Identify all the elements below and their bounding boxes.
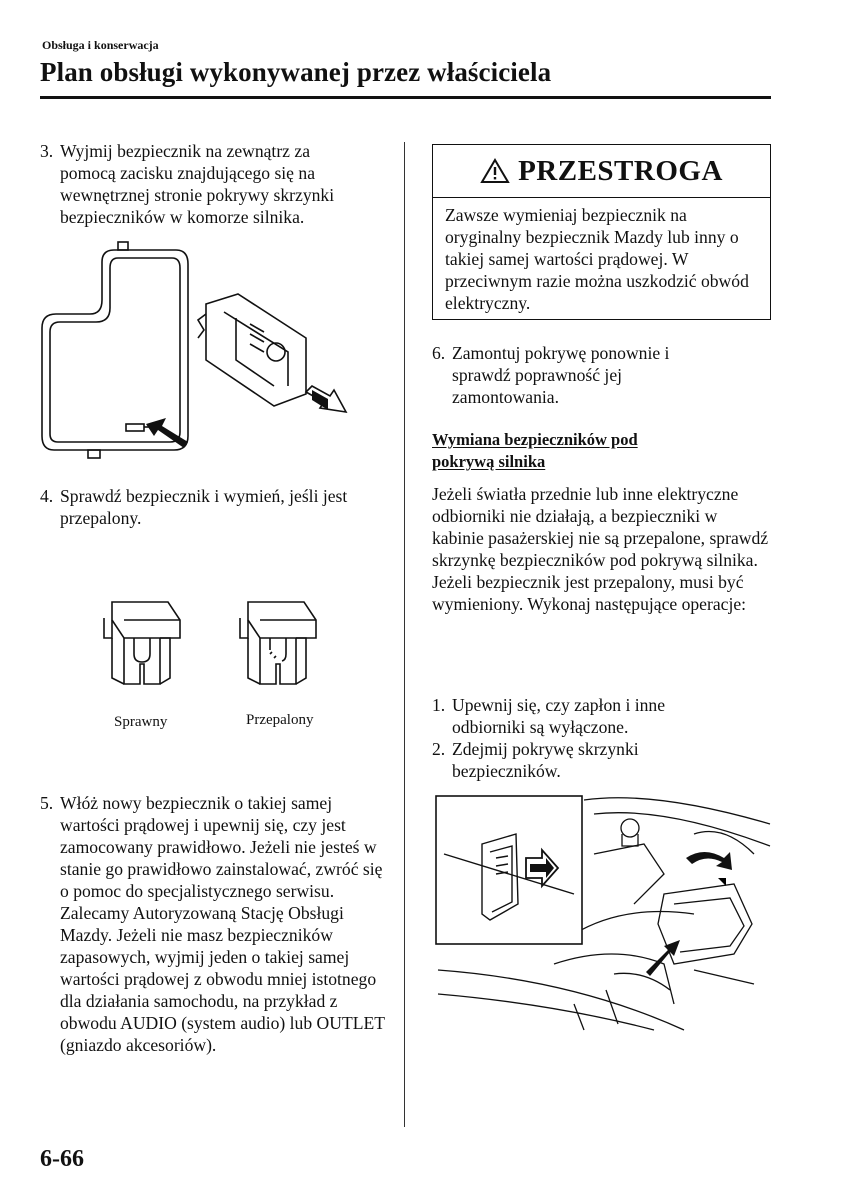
step-5 (40, 792, 385, 1056)
step-number: 4. (40, 486, 54, 506)
step-number: 3. (40, 141, 54, 161)
step-2 (432, 738, 722, 782)
subheading: Wymiana bezpieczników pod pokrywą silnika (432, 430, 638, 471)
fuse-box-cover-illustration (38, 238, 362, 470)
caption-good: Sprawny (114, 714, 168, 730)
caution-box (432, 144, 771, 320)
page-number: 6-66 (40, 1146, 84, 1172)
step-text: Sprawdź bezpiecznik i wymień, jeśli jest przepalony. (60, 486, 348, 528)
step-number: 2. (432, 739, 446, 759)
fuse-good-illustration (100, 598, 184, 690)
step-number: 6. (432, 343, 446, 363)
paragraph: Jeżeli światła przednie lub inne elektryczne odbiorniki nie działają, a bezpieczniki w kabinie pasażerskiej nie są przepalone, sprawdź skrzynkę bezpieczników pod pokrywą silnika. Jeżeli bezpiecznik jest przepalony, musi być wymieniony. Wykonaj następujące operacje: (432, 484, 769, 614)
column-divider (404, 142, 405, 1127)
step-text: Zamontuj pokrywę ponownie i sprawdź poprawność jej zamontowania. (452, 343, 670, 407)
page-title: Plan obsługi wykonywanej przez właściciela (40, 57, 552, 87)
caution-header (433, 145, 770, 198)
step-number: 1. (432, 695, 446, 715)
step-text: Wyjmij bezpiecznik na zewnątrz za pomocą zacisku znajdującego się na wewnętrznej stronie pokrywy skrzynki bezpieczników w komorze silnika. (60, 141, 335, 227)
engine-compartment-illustration (434, 794, 774, 1034)
fuse-blown-illustration (236, 598, 320, 690)
section-label: Obsługa i konserwacja (42, 38, 159, 52)
caution-title: PRZESTROGA (518, 154, 723, 187)
step-number: 5. (40, 793, 54, 813)
warning-triangle-icon (480, 158, 510, 184)
title-rule (40, 96, 771, 99)
step-text: Zdejmij pokrywę skrzynki bezpieczników. (452, 739, 639, 781)
caption-blown: Przepalony (246, 712, 314, 728)
step-6 (432, 342, 712, 408)
caution-text: Zawsze wymieniaj bezpiecznik na oryginalny bezpiecznik Mazdy lub inny o takiej samej wartości prądowej. W przeciwnym razie można uszkodzić obwód elektryczny. (445, 205, 749, 313)
step-text: Włóż nowy bezpiecznik o takiej samej wartości prądowej i upewnij się, czy jest zamocowany prawidłowo. Jeżeli nie jesteś w stanie go prawidłowo zainstalować, zwróć się o pomoc do specjalistycznego serwisu. Zalecamy Autoryzowaną Stację Obsługi Mazdy. Jeżeli nie masz bezpieczników zapasowych, wyjmij jeden o takiej samej wartości prądowej z obwodu mniej istotnego dla działania samochodu, na przykład z obwodu AUDIO (system audio) lub OUTLET (gniazdo akcesoriów). (60, 793, 385, 1055)
step-4 (40, 485, 370, 529)
step-1 (432, 694, 722, 738)
step-text: Upewnij się, czy zapłon i inne odbiorniki są wyłączone. (452, 695, 666, 737)
step-3 (40, 140, 360, 228)
